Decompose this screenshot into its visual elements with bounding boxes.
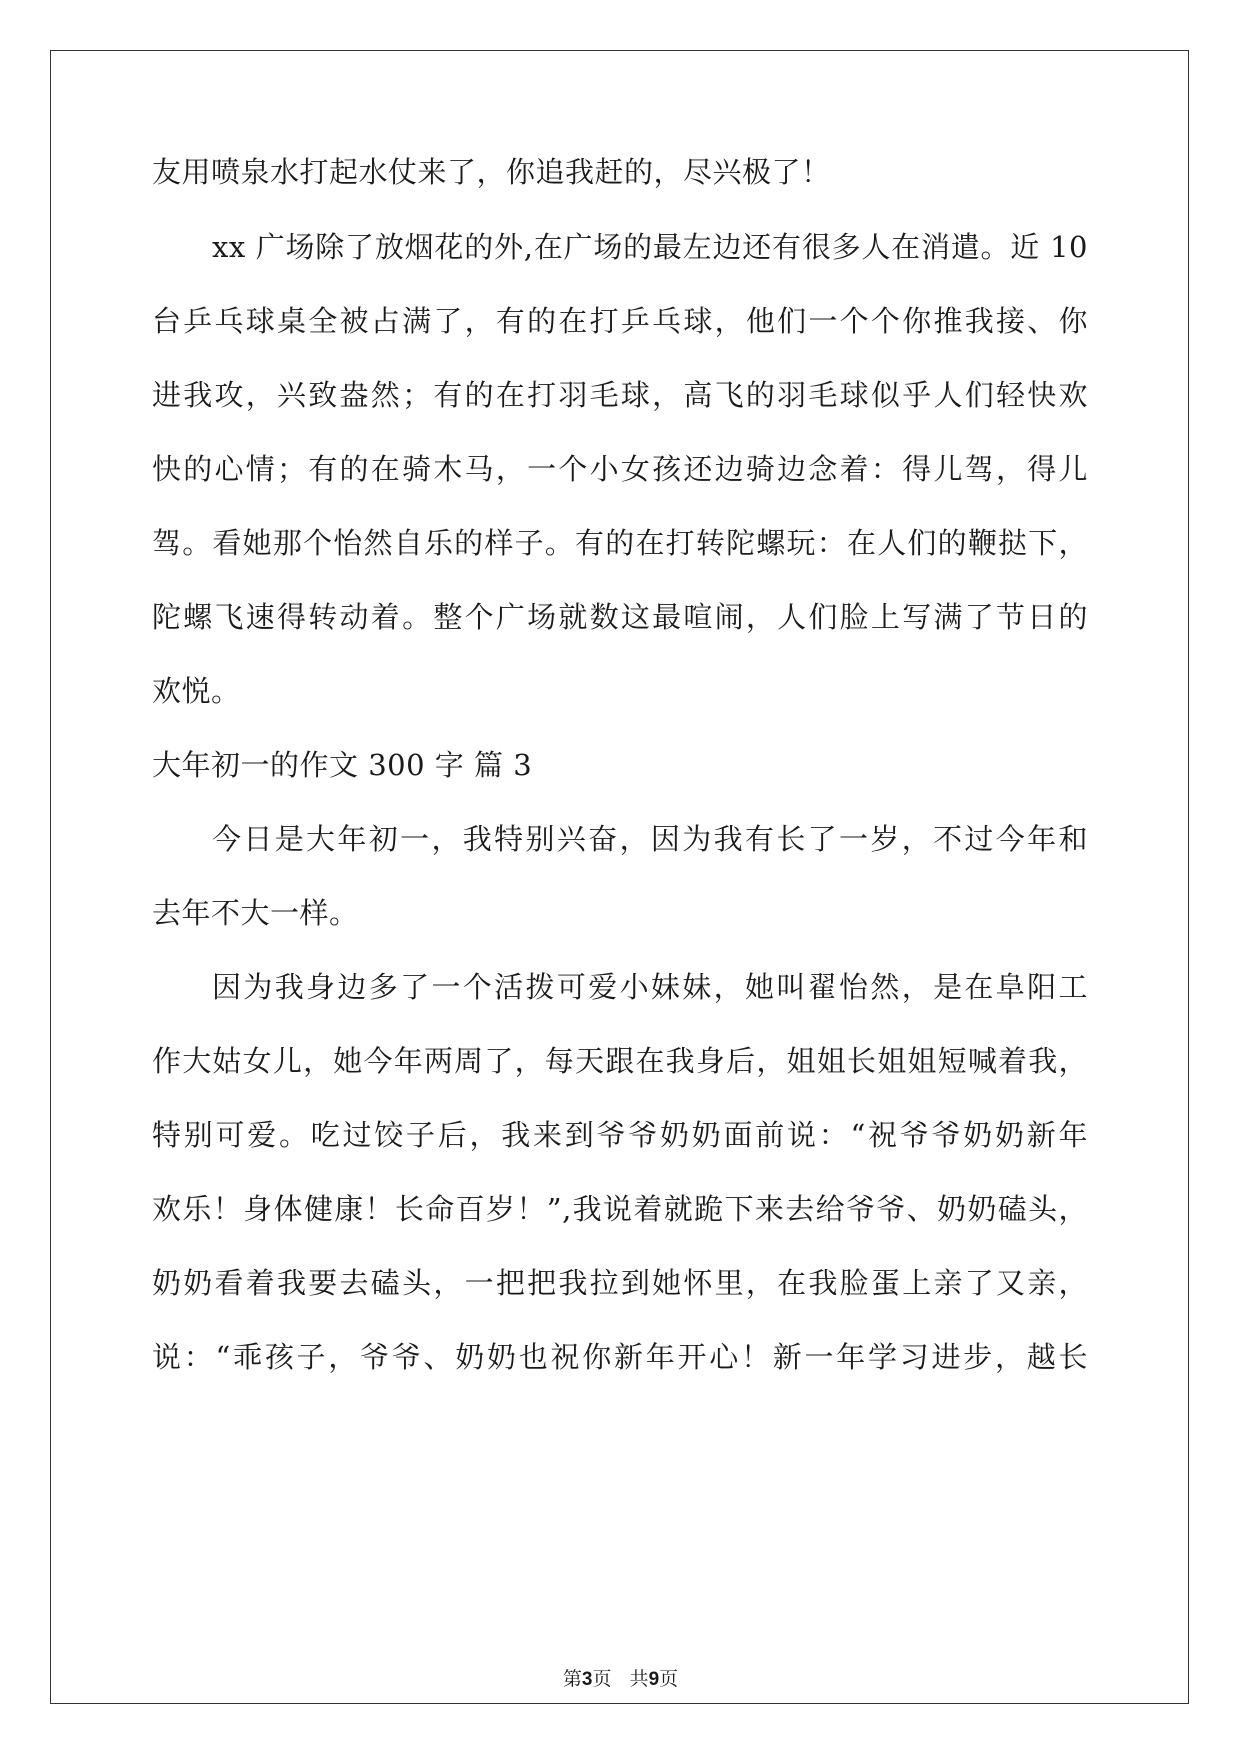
footer-prefix: 第 <box>562 1668 582 1690</box>
total-pages-number: 9 <box>648 1669 660 1690</box>
paragraph-first-line: 今日是大年初一，我特别兴奋，因为我有长了一岁，不过今年和 <box>212 822 1088 856</box>
page-border <box>50 50 1189 1704</box>
text-line: 快的心情；有的在骑木马，一个小女孩还边骑边念着：得儿驾，得儿 <box>152 452 1088 486</box>
page-footer <box>0 1666 1241 1693</box>
current-page-number: 3 <box>581 1669 593 1690</box>
text-line: 说：“乖孩子，爷爷、奶奶也祝你新年开心！新一年学习进步，越长 <box>152 1340 1088 1374</box>
section-heading: 大年初一的作文 300 字 篇 3 <box>152 748 533 782</box>
text-line: 友用喷泉水打起水仗来了，你追我赶的，尽兴极了！ <box>152 155 831 189</box>
text-line: 台乒乓球桌全被占满了，有的在打乒乓球，他们一个个你推我接、你 <box>152 304 1088 338</box>
text-line: 作大姑女儿，她今年两周了，每天跟在我身后，姐姐长姐姐短喊着我， <box>152 1044 1088 1078</box>
footer-middle: 页 共 <box>592 1668 649 1690</box>
text-line: 欢悦。 <box>152 674 241 708</box>
paragraph-first-line: 因为我身边多了一个活拨可爱小妹妹，她叫翟怡然，是在阜阳工 <box>212 970 1088 1004</box>
paragraph-first-line: xx 广场除了放烟花的外,在广场的最左边还有很多人在消遣。近 10 <box>212 230 1088 264</box>
text-line: 进我攻，兴致盎然；有的在打羽毛球，高飞的羽毛球似乎人们轻快欢 <box>152 378 1088 412</box>
footer-suffix: 页 <box>659 1668 679 1690</box>
text-line: 欢乐！身体健康！长命百岁！”,我说着就跪下来去给爷爷、奶奶磕头， <box>152 1192 1088 1226</box>
text-line: 驾。看她那个怡然自乐的样子。有的在打转陀螺玩：在人们的鞭挞下， <box>152 526 1088 560</box>
text-line: 特别可爱。吃过饺子后，我来到爷爷奶奶面前说：“祝爷爷奶奶新年 <box>152 1118 1088 1152</box>
text-line: 奶奶看着我要去磕头，一把把我拉到她怀里，在我脸蛋上亲了又亲， <box>152 1266 1088 1300</box>
text-line: 去年不大一样。 <box>152 896 359 930</box>
text-line: 陀螺飞速得转动着。整个广场就数这最喧闹，人们脸上写满了节日的 <box>152 600 1088 634</box>
